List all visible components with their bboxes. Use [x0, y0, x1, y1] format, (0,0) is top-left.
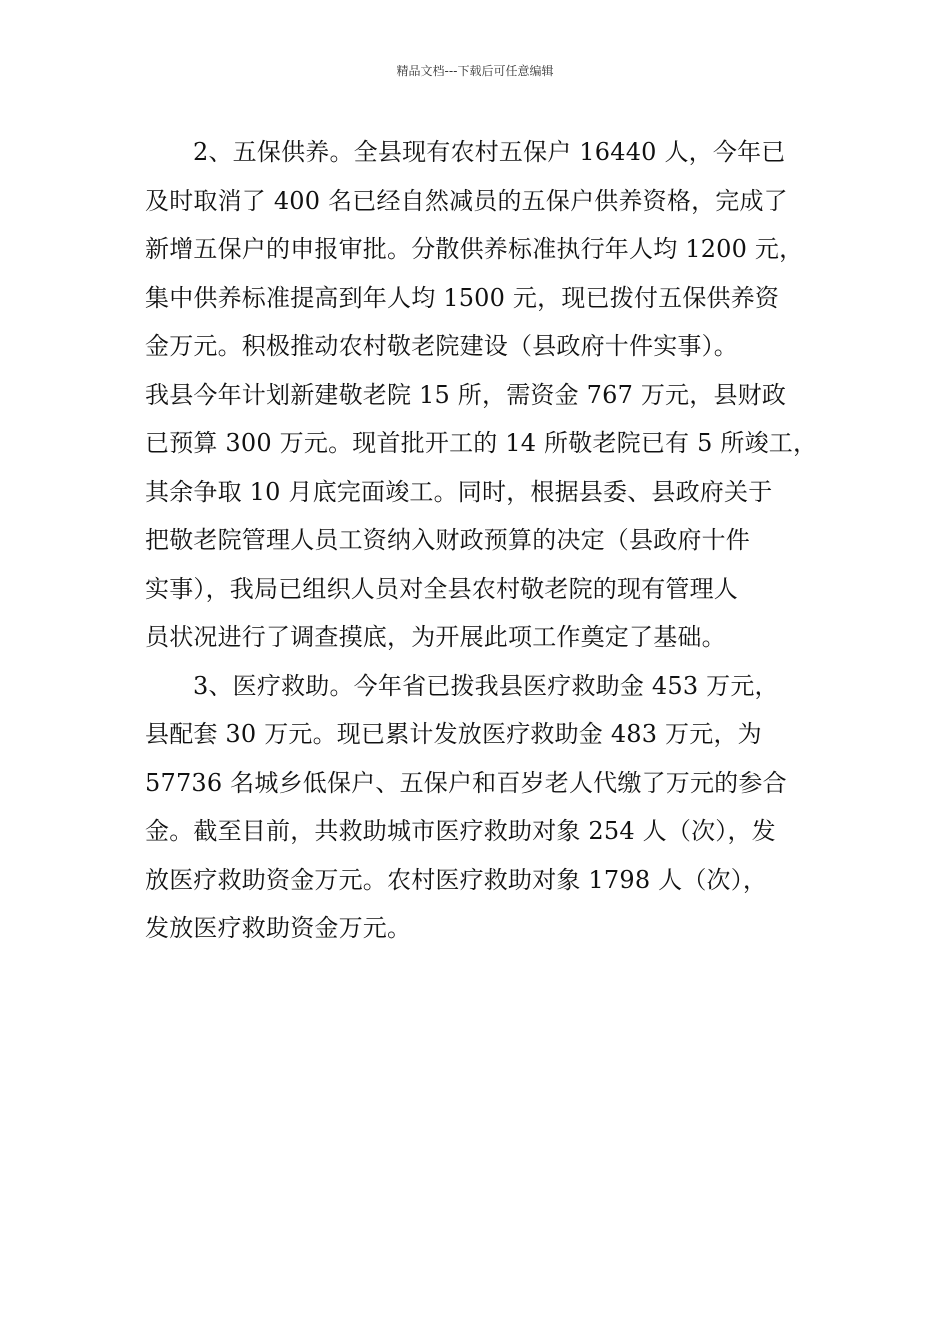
text-line: 集中供养标准提高到年人均 1500 元，现已拨付五保供养资	[145, 283, 780, 312]
text-line: 金万元。积极推动农村敬老院建设（县政府十件实事）。	[145, 332, 738, 360]
text-line: 新增五保户的申报审批。分散供养标准执行年人均 1200 元，	[145, 235, 804, 263]
text-line: 我县今年计划新建敬老院 15 所，需资金 767 万元，县财政	[145, 380, 787, 409]
text-line: 实事），我局已组织人员对全县农村敬老院的现有管理人	[145, 574, 738, 603]
paragraph-five-guarantees	[145, 128, 825, 662]
text-line: 把敬老院管理人员工资纳入财政预算的决定（县政府十件	[145, 526, 750, 554]
page-header: 精品文档---下载后可任意编辑	[396, 64, 554, 78]
text-line: 员状况进行了调查摸底，为开展此项工作奠定了基础。	[145, 623, 726, 651]
text-line: 57736 名城乡低保户、五保户和百岁老人代缴了万元的参合	[145, 768, 787, 797]
text-line: 县配套 30 万元。现已累计发放医疗救助金 483 万元，为	[145, 720, 762, 748]
text-line: 3、医疗救助。今年省已拨我县医疗救助金 453 万元，	[193, 671, 779, 700]
text-line: 发放医疗救助资金万元。	[145, 914, 412, 942]
text-line: 及时取消了 400 名已经自然减员的五保户供养资格，完成了	[145, 186, 788, 215]
text-line: 其余争取 10 月底完面竣工。同时，根据县委、县政府关于	[145, 477, 773, 506]
document-body	[145, 128, 825, 953]
text-line: 金。截至目前，共救助城市医疗救助对象 254 人（次），发	[145, 817, 776, 845]
text-line: 已预算 300 万元。现首批开工的 14 所敬老院已有 5 所竣工，	[145, 429, 818, 457]
text-line: 放医疗救助资金万元。农村医疗救助对象 1798 人（次），	[145, 865, 768, 894]
text-line: 2、五保供养。全县现有农村五保户 16440 人，今年已	[193, 138, 786, 166]
paragraph-medical-aid	[145, 662, 825, 953]
